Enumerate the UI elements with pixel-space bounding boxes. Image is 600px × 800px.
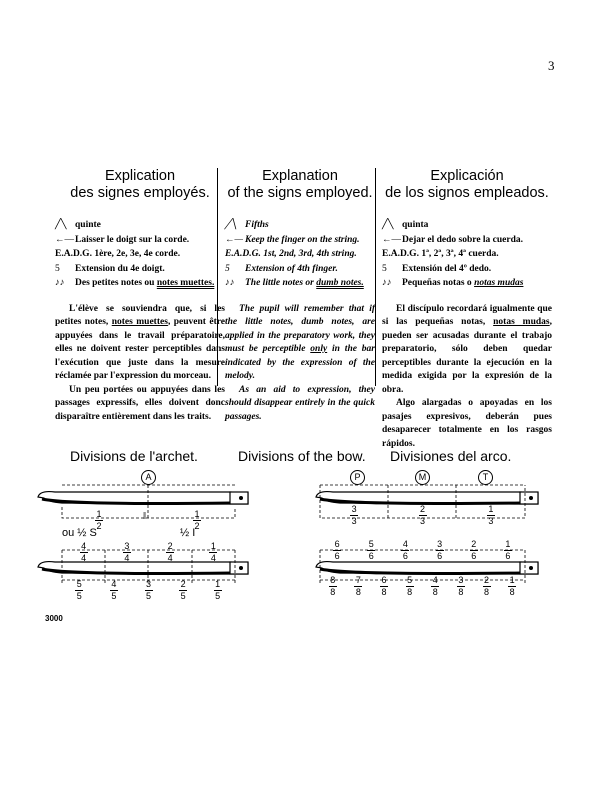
numerator: 4 (111, 579, 117, 589)
paragraph: Algo alargadas o apoyadas en los pasajes expresivos, deberán pues desaparecer totalmente en los rasgos rápidos. (382, 398, 552, 449)
denominator: 5 (145, 591, 151, 601)
denominator: 8 (484, 587, 490, 597)
section-marker: T (478, 470, 493, 485)
fraction-label (327, 576, 339, 597)
bow-title-fr: Divisions de l'archet. (70, 448, 198, 464)
numerator: 6 (334, 539, 340, 549)
legend-text: 1ª, 2ª, 3ª, 4ª cuerda. (421, 249, 499, 259)
numerator: 3 (124, 541, 130, 551)
denominator: 5 (76, 591, 82, 601)
text: notes muettes (111, 317, 168, 327)
fifth-sign-icon: ╱╲ (225, 220, 237, 230)
fraction-label (429, 576, 441, 597)
numerator: 4 (432, 575, 438, 585)
legend-text: dumb notes. (316, 278, 364, 288)
section-marker: M (415, 470, 430, 485)
half-s-label: ou ½ S (62, 527, 97, 539)
fraction-label (485, 505, 497, 526)
numerator: 1 (509, 575, 515, 585)
denominator: 3 (419, 516, 425, 526)
fraction-label (417, 505, 429, 526)
bow-icon (316, 492, 538, 504)
title-line: Explicación (430, 168, 504, 184)
bow-icon (316, 562, 538, 574)
denominator: 8 (458, 587, 464, 597)
extension-number: 5 (55, 263, 60, 274)
fraction-label (481, 576, 493, 597)
fraction-label (365, 540, 377, 561)
denominator: 5 (111, 591, 117, 601)
legend-text: Extensión del 4º dedo. (402, 263, 492, 274)
fraction-label (121, 542, 133, 563)
fifth-sign-icon: ╱╲ (55, 220, 67, 230)
denominator: 8 (381, 587, 387, 597)
denominator: 6 (471, 551, 477, 561)
legend-text: Extension du 4e doigt. (75, 263, 165, 274)
legend-text: Des petites notes ou (75, 278, 155, 288)
small-notes-icon: ♪♪ (382, 278, 392, 288)
fraction-label (468, 540, 480, 561)
small-notes-icon: ♪♪ (55, 278, 65, 288)
numerator: 2 (471, 539, 477, 549)
fraction-label (399, 540, 411, 561)
fraction-label (73, 580, 85, 601)
denominator: 5 (180, 591, 186, 601)
title-line: of the signs employed. (227, 185, 373, 201)
numerator: 2 (180, 579, 186, 589)
extension-number: 5 (225, 263, 230, 274)
fraction-label (455, 576, 467, 597)
denominator: 8 (330, 587, 336, 597)
fraction-label (434, 540, 446, 561)
footer-number: 3000 (45, 614, 63, 623)
fraction-label (143, 580, 155, 601)
denominator: 2 (194, 521, 200, 531)
denominator: 2 (96, 521, 102, 531)
numerator: 2 (419, 504, 425, 514)
legend-text: E.A.D.G. (225, 249, 261, 259)
legend-text: Laisser le doigt sur la corde. (75, 234, 190, 245)
fraction-label (177, 580, 189, 601)
numerator: 2 (167, 541, 173, 551)
fraction-label (108, 580, 120, 601)
fraction-label (348, 505, 360, 526)
numerator: 1 (215, 579, 221, 589)
numerator: 1 (194, 509, 200, 519)
bow-icon (38, 562, 248, 574)
numerator: 3 (145, 579, 151, 589)
fraction-label (506, 576, 518, 597)
denominator: 3 (488, 516, 494, 526)
denominator: 8 (432, 587, 438, 597)
legend-text: quinte (75, 220, 101, 230)
title-line: de los signos empleados. (385, 185, 549, 201)
fifth-sign-icon: ╱╲ (382, 220, 394, 230)
extension-number: 5 (382, 263, 387, 274)
legend-text: notes muettes. (156, 278, 215, 288)
denominator: 6 (368, 551, 374, 561)
numerator: 3 (458, 575, 464, 585)
legend-text: 1st, 2nd, 3rd, 4th string. (263, 249, 357, 259)
half-i-label: ½ I (180, 527, 196, 539)
denominator: 6 (505, 551, 511, 561)
fraction-label (207, 542, 219, 563)
numerator: 2 (484, 575, 490, 585)
text: in the bar indicated by the expression of the melody. (225, 344, 375, 381)
fraction-label (404, 576, 416, 597)
legend-text: 1ère, 2e, 3e, 4e corde. (94, 249, 181, 259)
arrow-left-icon: ←— (382, 234, 401, 245)
numerator: 5 (76, 579, 82, 589)
text: notas mudas (493, 317, 550, 327)
denominator: 6 (437, 551, 443, 561)
denominator: 4 (210, 553, 216, 563)
legend-text: Keep the finger on the string. (245, 234, 360, 245)
numerator: 5 (368, 539, 374, 549)
legend-text: notas mudas (474, 278, 524, 288)
denominator: 8 (355, 587, 361, 597)
legend-text: E.A.D.G. (382, 249, 419, 259)
fraction-label (502, 540, 514, 561)
denominator: 8 (407, 587, 413, 597)
denominator: 8 (509, 587, 515, 597)
text: The pupil will remember that if the little notes, dumb notes, are applied in the preparatory work, they must be perceptible (225, 303, 375, 354)
fraction-label (78, 542, 90, 563)
numerator: 1 (505, 539, 511, 549)
fraction-label (212, 580, 224, 601)
denominator: 6 (402, 551, 408, 561)
bow-icon (38, 492, 248, 504)
denominator: 3 (351, 516, 357, 526)
legend-text: The little notes or (245, 278, 314, 288)
legend-text: quinta (402, 220, 429, 230)
fraction-label (331, 540, 343, 561)
arrow-left-icon: ←— (225, 234, 243, 245)
legend-text: Extension of 4th finger. (245, 263, 338, 274)
numerator: 1 (488, 504, 494, 514)
numerator: 3 (351, 504, 357, 514)
arrow-left-icon: ←— (55, 234, 74, 245)
denominator: 4 (81, 553, 87, 563)
paragraph: Un peu portées ou appuyées dans les passages expressifs, elles doivent donc disparaître entièrement dans les traits. (55, 384, 225, 422)
double-bar-mark: ‖ (143, 510, 147, 522)
denominator: 5 (215, 591, 221, 601)
numerator: 5 (407, 575, 413, 585)
title-line: des signes employés. (70, 185, 210, 201)
numerator: 7 (355, 575, 361, 585)
page-number: 3 (548, 58, 555, 73)
numerator: 1 (96, 509, 102, 519)
bow-title-en: Divisions of the bow. (238, 448, 366, 464)
legend-text: Pequeñas notas o (402, 278, 472, 288)
paragraph: As an aid to expression, they should disappear entirely in the quick passages. (225, 384, 375, 422)
legend-text: E.A.D.G. (55, 249, 92, 259)
fraction-label (164, 542, 176, 563)
text: El discípulo recordará igualmente que si las pequeñas notas, (382, 303, 552, 327)
denominator: 6 (334, 551, 340, 561)
fraction-label (378, 576, 390, 597)
legend-text: Dejar el dedo sobre la cuerda. (402, 234, 524, 245)
numerator: 4 (402, 539, 408, 549)
small-notes-icon: ♪♪ (225, 278, 235, 288)
bow-title-es: Divisiones del arco. (390, 448, 512, 464)
section-marker: A (141, 470, 156, 485)
numerator: 3 (437, 539, 443, 549)
legend-text: Fifths (245, 220, 269, 230)
text: , peuvent être appuyées dans le travail préparatoire, elles ne doivent rester perceptibles dans l'exécution que juste dans la mesure réclamée par l'expression du morceau. (55, 317, 226, 381)
denominator: 4 (167, 553, 173, 563)
title-line: Explication (104, 168, 176, 184)
numerator: 4 (81, 541, 87, 551)
denominator: 4 (124, 553, 130, 563)
numerator: 1 (210, 541, 216, 551)
section-marker: P (350, 470, 365, 485)
numerator: 8 (330, 575, 336, 585)
text: only (310, 344, 328, 354)
text: L'élève se souviendra que, si les petites notes, (55, 303, 225, 327)
numerator: 6 (381, 575, 387, 585)
fraction-label (352, 576, 364, 597)
title-line: Explanation (262, 168, 338, 184)
text: , pueden ser acusadas durante el trabajo preparatorio, sólo deben quedar perceptibles durante la ejecución en la medida exigida por la expresión de la obra. (382, 317, 552, 395)
